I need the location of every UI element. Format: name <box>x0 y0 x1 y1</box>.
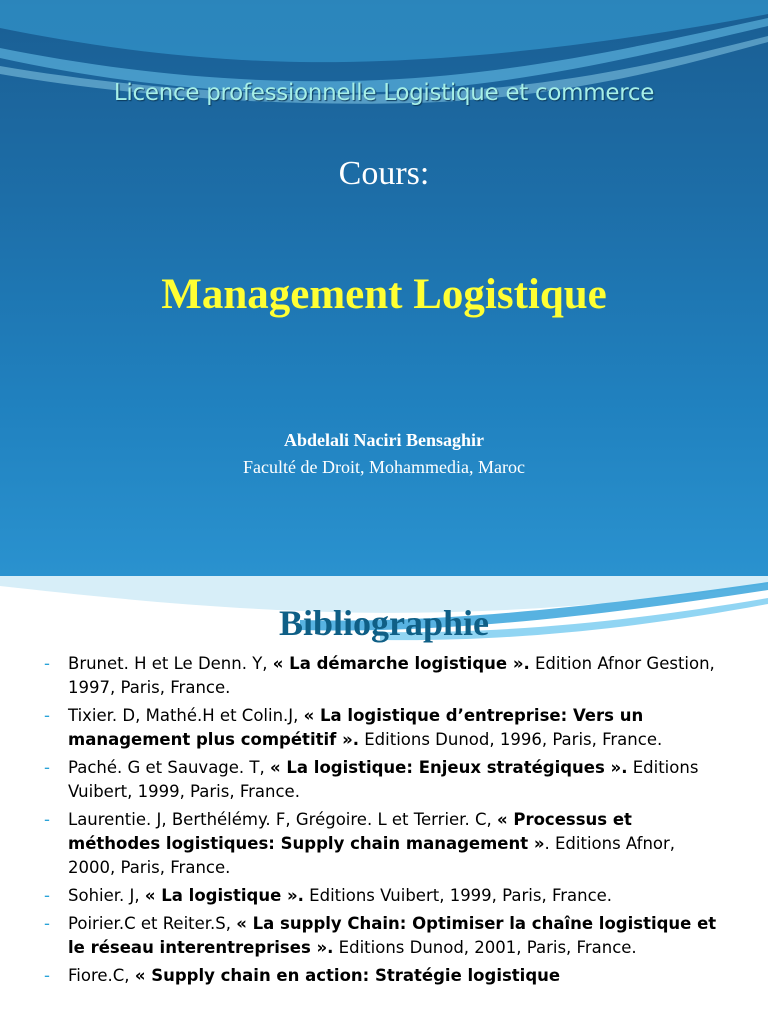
reference-title: « La logistique ». <box>144 886 304 905</box>
bibliography-slide <box>0 576 768 1024</box>
author-name: Abdelali Naciri Bensaghir <box>283 430 484 450</box>
reference-title: « Processus et méthodes logistiques: Supply chain management » <box>68 810 632 853</box>
reference-item <box>44 912 724 960</box>
bullet-dash: - <box>44 966 50 985</box>
reference-item <box>44 652 724 700</box>
bibliography-heading: Bibliographie <box>278 603 490 643</box>
reference-title: « La supply Chain: Optimiser la chaîne logistique et le réseau interentreprises ». <box>68 914 717 957</box>
reference-publisher: Editions Dunod, 2001, Paris, France. <box>333 938 637 957</box>
bullet-dash: - <box>44 914 50 933</box>
reference-authors: Fiore.C, <box>68 966 135 985</box>
reference-authors: Laurentie. J, Berthélémy. F, Grégoire. L et Terrier. C, <box>68 810 497 829</box>
reference-list <box>44 652 724 992</box>
reference-title: « Supply chain en action: Stratégie logistique <box>134 966 561 985</box>
reference-publisher: Editions Vuibert, 1999, Paris, France. <box>68 758 699 801</box>
bullet-dash: - <box>44 886 50 905</box>
reference-title: « La logistique d’entreprise: Vers un management plus compétitif ». <box>68 706 644 749</box>
bullet-dash: - <box>44 654 50 673</box>
bullet-dash: - <box>44 810 50 829</box>
reference-item <box>44 964 724 988</box>
reference-publisher: Edition Afnor Gestion, 1997, Paris, France. <box>68 654 715 697</box>
reference-publisher: Editions Dunod, 1996, Paris, France. <box>359 730 663 749</box>
reference-authors: Tixier. D, Mathé.H et Colin.J, <box>68 706 304 725</box>
reference-item <box>44 884 724 908</box>
bullet-dash: - <box>44 758 50 777</box>
reference-item <box>44 704 724 752</box>
reference-publisher: Editions Vuibert, 1999, Paris, France. <box>303 886 613 905</box>
reference-title: « La démarche logistique ». <box>272 654 530 673</box>
reference-item <box>44 756 724 804</box>
bullet-dash: - <box>44 706 50 725</box>
cours-label: Cours: <box>338 155 430 192</box>
reference-item <box>44 808 724 880</box>
reference-authors: Sohier. J, <box>68 886 145 905</box>
reference-authors: Paché. G et Sauvage. T, <box>68 758 270 777</box>
author-affiliation: Faculté de Droit, Mohammedia, Maroc <box>243 457 525 477</box>
reference-authors: Brunet. H et Le Denn. Y, <box>68 654 273 673</box>
reference-title: « La logistique: Enjeux stratégiques ». <box>270 758 628 777</box>
reference-publisher: . Editions Afnor, 2000, Paris, France. <box>68 834 676 877</box>
program-title: Licence professionnelle Logistique et commerce <box>113 80 655 106</box>
reference-authors: Poirier.C et Reiter.S, <box>68 914 237 933</box>
course-title: Management Logistique <box>161 271 607 318</box>
